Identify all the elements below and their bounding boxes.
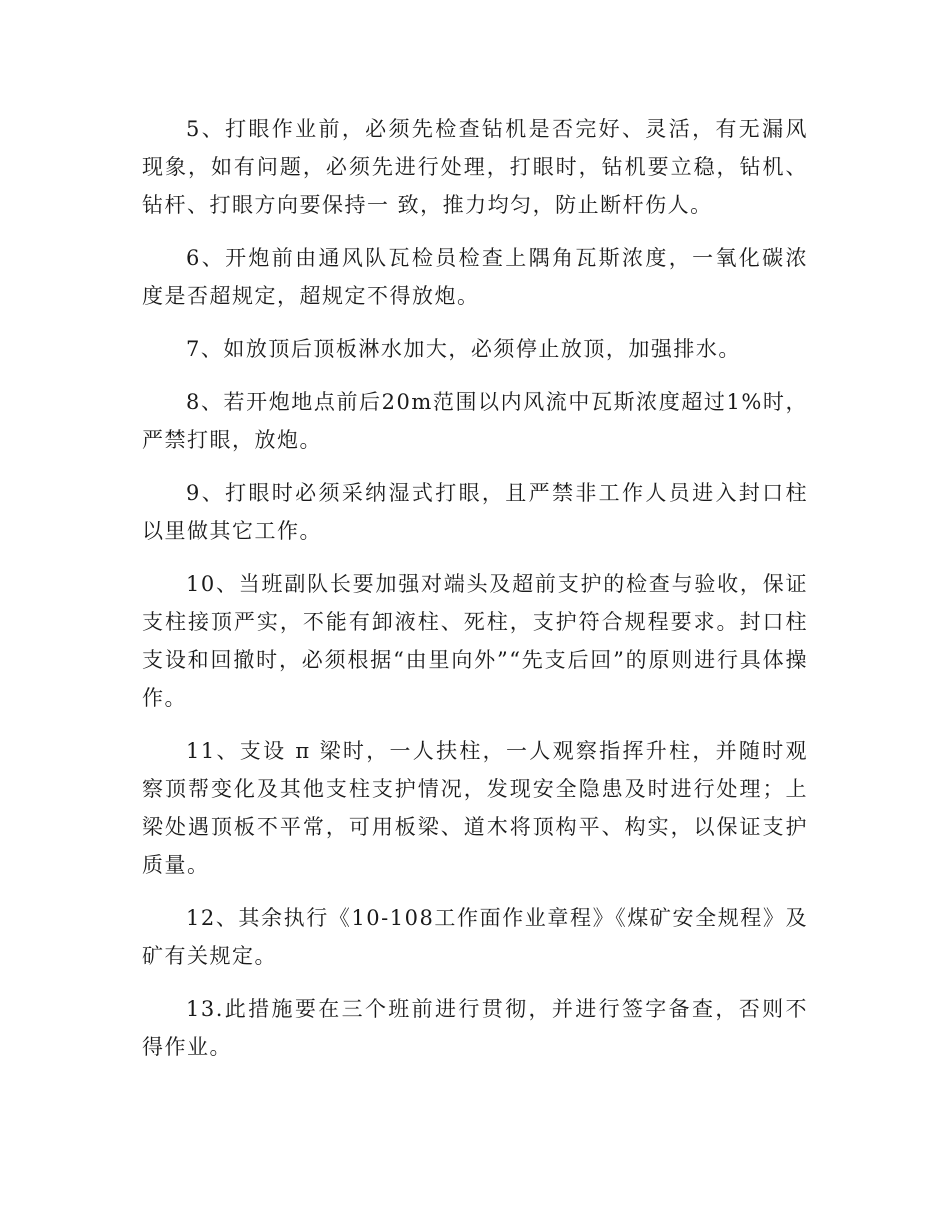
paragraph-item-8: 8、若开炮地点前后20m范围以内风流中瓦斯浓度超过1%时，严禁打眼，放炮。 [142,390,808,452]
document-page [142,110,808,1081]
paragraph-item-7: 7、如放顶后顶板淋水加大，必须停止放顶，加强排水。 [186,337,741,361]
paragraph-item-11: 11、支设 π 梁时，一人扶柱，一人观察指挥升柱，并随时观察顶帮变化及其他支柱支护情况，发现安全隐患及时进行处理；上梁处遇顶板不平常，可用板梁、道木将顶构平、构实，以保证支护质量。 [142,739,808,877]
paragraph-item-12: 12、其余执行《10-108工作面作业章程》《煤矿安全规程》及矿有关规定。 [142,906,808,968]
paragraph-item-13: 13.此措施要在三个班前进行贯彻，并进行签字备查，否则不得作业。 [142,997,808,1059]
paragraph-item-6: 6、开炮前由通风队瓦检员检查上隅角瓦斯浓度，一氧化碳浓度是否超规定，超规定不得放炮。 [142,246,808,308]
paragraph-item-9: 9、打眼时必须采纳湿式打眼，且严禁非工作人员进入封口柱以里做其它工作。 [142,481,808,543]
paragraph-item-10: 10、当班副队长要加强对端头及超前支护的检查与验收，保证支柱接顶严实，不能有卸液柱、死柱，支护符合规程要求。封口柱支设和回撤时，必须根据“由里向外”“先支后回”的原则进行具体操作。 [142,572,808,710]
paragraph-item-5: 5、打眼作业前，必须先检查钻机是否完好、灵活，有无漏风现象，如有问题，必须先进行处理，打眼时，钻机要立稳，钻机、钻杆、打眼方向要保持一 致，推力均匀，防止断杆伤人。 [142,117,808,217]
